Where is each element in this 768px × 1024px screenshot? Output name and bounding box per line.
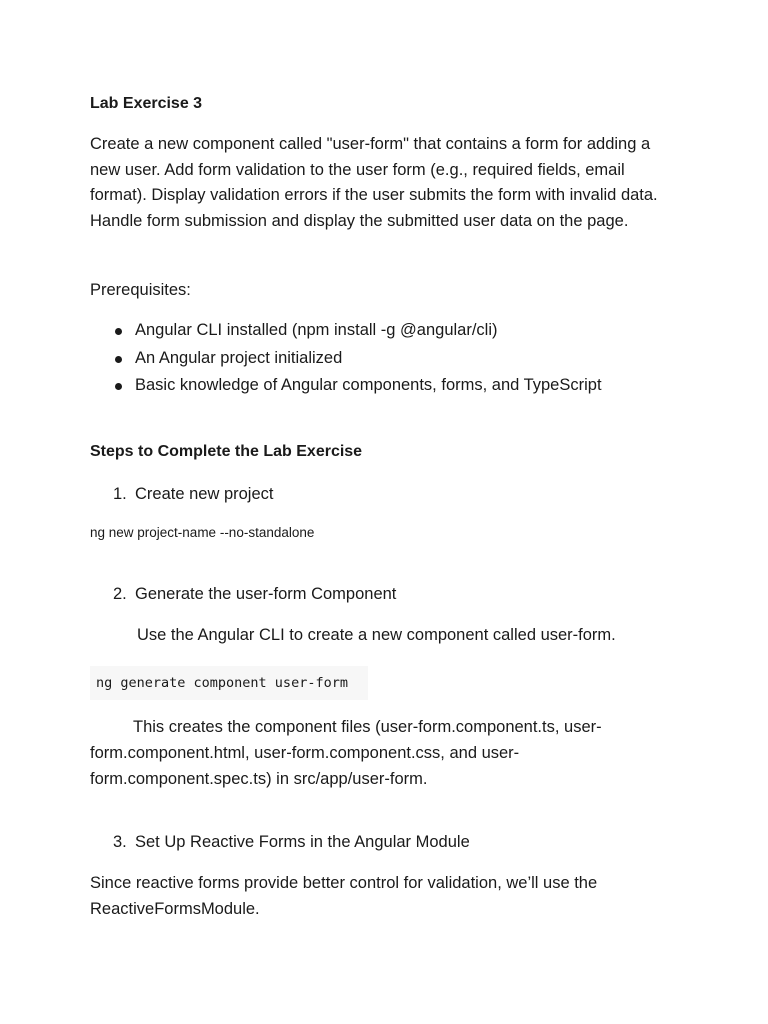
list-item: Angular CLI installed (npm install -g @angular/cli) [90,317,602,345]
list-item: Basic knowledge of Angular components, forms, and TypeScript [90,372,602,400]
step-number: 2. [113,585,127,603]
step-2-result-line-2: form.component.html, user-form.component.css, and user- [90,744,520,762]
intro-paragraph: Create a new component called "user-form" that contains a form for adding a new user. Add form validation to the user form (e.g., required fields, email format). Display validation errors if the user submits the form with invalid data. Handle form submission and display the submitted user data on the page. [90,135,658,230]
bullet-icon [115,383,122,390]
step-2-result-line-1: This creates the component files (user-form.component.ts, user- [133,718,602,736]
step-2-description: Use the Angular CLI to create a new component called user-form. [137,626,616,644]
list-item: An Angular project initialized [90,345,602,373]
bullet-icon [115,356,122,363]
new-project-command: ng new project-name --no-standalone [90,525,315,540]
step-1 [113,483,274,505]
prerequisites-label: Prerequisites: [90,281,191,299]
step-number: 3. [113,833,127,851]
step-3-description-line-2: ReactiveFormsModule. [90,900,260,918]
steps-heading: Steps to Complete the Lab Exercise [90,443,363,460]
step-2 [113,583,397,605]
step-text: Generate the user-form Component [135,585,397,603]
step-text: Set Up Reactive Forms in the Angular Module [135,833,470,851]
step-number: 1. [113,485,127,503]
step-2-result-line-3: form.component.spec.ts) in src/app/user-form. [90,770,428,788]
page-title: Lab Exercise 3 [90,95,203,112]
bullet-icon [115,328,122,335]
prerequisites-list [90,317,602,400]
code-snippet [90,666,368,700]
step-text: Create new project [135,485,274,503]
generate-command: ng generate component user-form [90,666,368,700]
step-3 [113,831,470,853]
step-3-description-line-1: Since reactive forms provide better control for validation, we’ll use the [90,874,598,892]
